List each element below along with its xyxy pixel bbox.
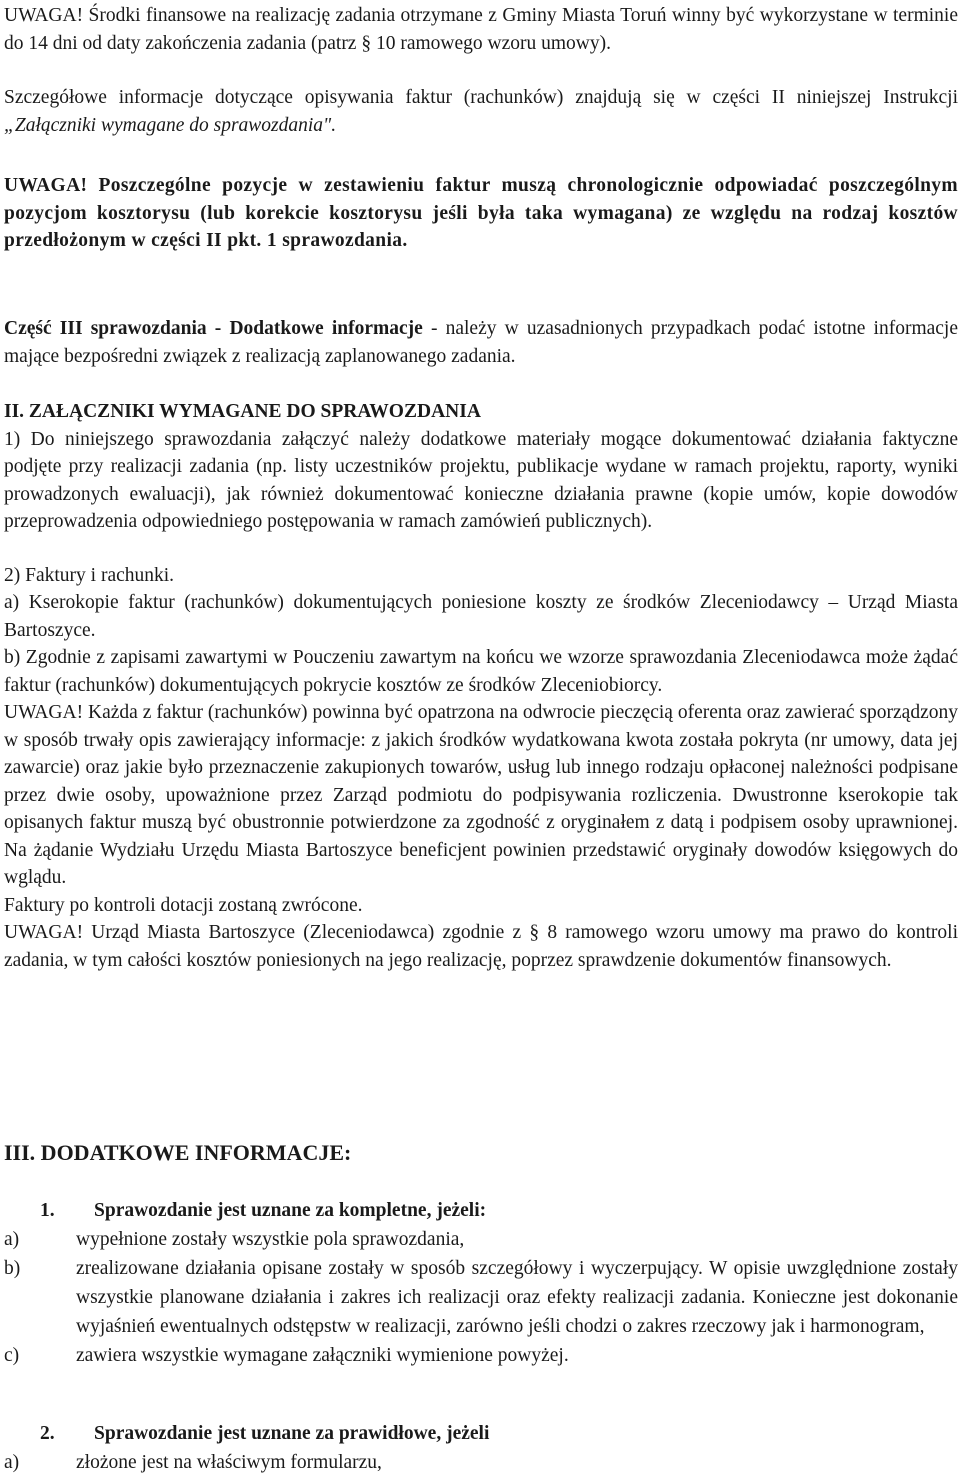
paragraph-text: Urząd Miasta Bartoszyce (Zleceniodawca) zgodnie z § 8 ramowego wzoru umowy ma prawo do kontroli zadania, w tym całości kosztów poniesionych na jego realizację, poprzez sprawdzenie dokumentów finansowych.	[4, 922, 958, 971]
control-warning	[4, 919, 958, 974]
invoices-returned: Faktury po kontroli dotacji zostaną zwrócone.	[4, 894, 363, 916]
section-additional-info	[4, 1138, 958, 1168]
warning-label: UWAGA!	[4, 175, 88, 196]
paragraph-text: Poszczególne pozycje w zestawieniu faktur muszą chronologicznie odpowiadać poszczególnym pozycjom kosztorysu (lub korekcie kosztorysu jeśli była taka wymagana) ze względu na rodzaj kosztów przedłożonym w części II pkt. 1 sprawozdania.	[4, 175, 958, 251]
attachments-item-1: 1) Do niniejszego sprawozdania załączyć należy dodatkowe materiały mogące dokumentować działania faktyczne podjęte przy realizacji zadania (np. listy uczestników projektu, publikacje wydane w ramach projektu, raporty, wyniki prowadzonych ewaluacji), jak również dokumentować konieczne działania prawne (kopie umów, kopie dowodów przeprowadzenia odpowiedniego postępowania w ramach zamówień publicznych).	[4, 428, 958, 532]
list-item-label: a)	[4, 1452, 20, 1473]
list-item-label: b)	[4, 1258, 21, 1279]
list-item-text: złożone jest na właściwym formularzu,	[76, 1452, 382, 1473]
paragraph-chronology-warning	[4, 172, 958, 255]
section-heading: II. ZAŁĄCZNIKI WYMAGANE DO SPRAWOZDANIA	[4, 401, 481, 422]
numbered-heading	[4, 1419, 958, 1448]
warning-label: UWAGA!	[4, 922, 84, 943]
list-item-text: zrealizowane działania opisane zostały w sposób szczegółowy i wyczerpujący. W opisie uwzględnione zostały wszystkie planowane działania i zakres ich realizacji oraz efekty realizacji zadania. Konieczne jest dokonanie wyjaśnień ewentualnych odstępstw w realizacji, zarówno jeśli chodzi o zakres rzeczowy jak i harmonogram,	[76, 1258, 958, 1337]
list-heading-text: Sprawozdanie jest uznane za prawidłowe, jeżeli	[94, 1423, 490, 1444]
paragraph-part-three	[4, 315, 958, 370]
attachments-item-2a: a) Kserokopie faktur (rachunków) dokumentujących poniesione koszty ze środków Zleceniodawcy – Urząd Miasta Bartoszyce.	[4, 592, 958, 641]
paragraph-text: - należy w uzasadnionych przypadkach podać istotne informacje mające bezpośredni związek z realizacją zaplanowanego zadania.	[4, 318, 958, 367]
bold-lead: Część III sprawozdania - Dodatkowe informacje	[4, 318, 423, 339]
warning-label: UWAGA!	[4, 702, 84, 723]
attachments-item-2b: b) Zgodnie z zapisami zawartymi w Pouczeniu zawartym na końcu we wzorze sprawozdania Zleceniodawca może żądać faktur (rachunków) dokumentujących pokrycie kosztów ze środków Zleceniobiorcy.	[4, 647, 958, 696]
paragraph-text: Środki finansowe na realizację zadania otrzymane z Gminy Miasta Toruń winny być wykorzystane w terminie do 14 dni od daty zakończenia zadania (patrz § 10 ramowego wzoru umowy).	[4, 5, 958, 54]
section-heading: III. DODATKOWE INFORMACJE:	[4, 1140, 352, 1165]
paragraph-funds-deadline	[4, 2, 958, 57]
attachments-item-2: 2) Faktury i rachunki.	[4, 564, 175, 586]
paragraph-text: Każda z faktur (rachunków) powinna być opatrzona na odwrocie pieczęcią oferenta oraz zawierać sporządzony w sposób trwały opis zawierający informacje: z jakich środków wydatkowana kwota została pokryta (nr umowy, data jej zawarcie) oraz jakie było przeznaczenie zakupionych towarów, usług lub innego rodzaju opłaconej należności podpisane przez dwie osoby, upoważnione przez Zarząd podmiotu do podpisywania rozliczenia. Dwustronne kserokopie tak opisanych faktur muszą być obustronnie potwierdzone za zgodność z oryginałem z datą i podpisem osoby uprawnionej. Na żądanie Wydziału Urzędu Miasta Bartoszyce beneficjent powinien przedstawić oryginały dowodów księgowych do wglądu.	[4, 702, 958, 888]
list-item	[4, 1225, 958, 1254]
list-item-text: zawiera wszystkie wymagane załączniki wymienione powyżej.	[76, 1345, 569, 1366]
list-item	[4, 1341, 958, 1370]
invoice-warning	[4, 699, 958, 892]
list-item	[4, 1254, 958, 1341]
list-heading-text: Sprawozdanie jest uznane za kompletne, jeżeli:	[94, 1200, 487, 1221]
list-item-label: a)	[4, 1229, 20, 1250]
warning-label: UWAGA!	[4, 5, 84, 26]
paragraph-invoice-info	[4, 84, 958, 139]
numbered-heading	[4, 1196, 958, 1225]
list-item	[4, 1448, 958, 1477]
list-number: 1.	[40, 1200, 55, 1221]
paragraph-text: Szczegółowe informacje dotyczące opisywania faktur (rachunków) znajdują się w części II niniejszej Instrukcji	[4, 87, 958, 108]
list-correct-conditions	[4, 1419, 958, 1477]
list-item-text: wypełnione zostały wszystkie pola sprawozdania,	[76, 1229, 465, 1250]
list-number: 2.	[40, 1423, 55, 1444]
list-complete-conditions	[4, 1196, 958, 1370]
italic-reference: „Załączniki wymagane do sprawozdania".	[4, 114, 337, 136]
section-attachments	[4, 398, 958, 974]
list-item-label: c)	[4, 1345, 20, 1366]
